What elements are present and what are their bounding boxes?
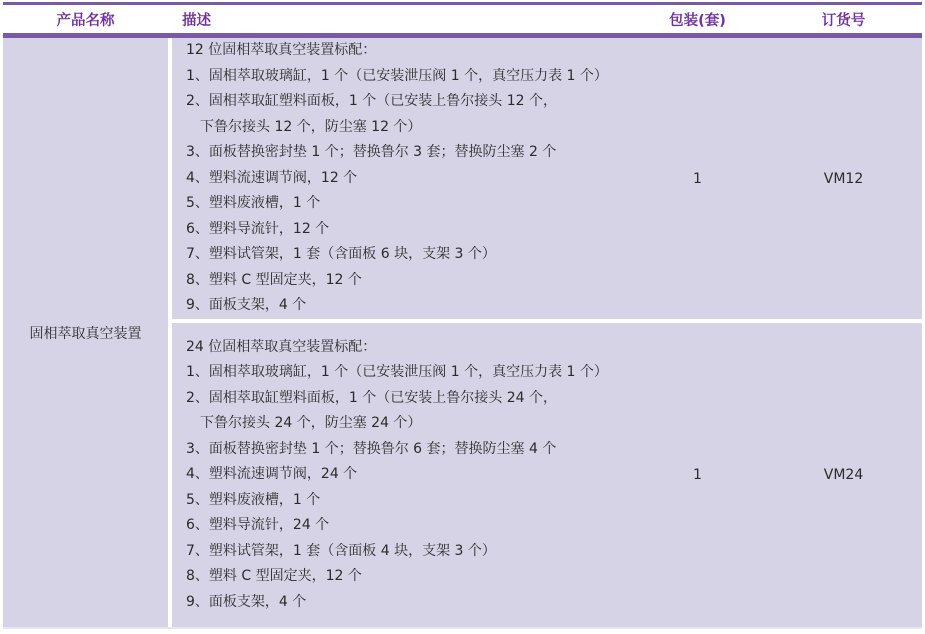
header-packaging: 包装(套) bbox=[669, 12, 726, 29]
table-row bbox=[172, 323, 922, 627]
order-number-value: VM12 bbox=[823, 170, 864, 187]
header-description: 描述 bbox=[182, 12, 211, 29]
description-line: 2、固相萃取缸塑料面板，1 个（已安装上鲁尔接头 24 个， bbox=[186, 389, 557, 406]
description-line: 4、塑料流速调节阀，12 个 bbox=[186, 169, 358, 186]
table-body bbox=[3, 38, 922, 627]
product-table bbox=[3, 2, 922, 629]
description-line: 8、塑料 C 型固定夹，12 个 bbox=[186, 568, 362, 585]
table-header-row bbox=[3, 5, 922, 33]
description-line: 7、塑料试管架，1 套（含面板 4 块，支架 3 个） bbox=[186, 542, 496, 559]
packaging-value: 1 bbox=[693, 170, 702, 187]
product-name-cell: 固相萃取真空装置 bbox=[3, 38, 168, 627]
description-line: 4、塑料流速调节阀，24 个 bbox=[186, 466, 358, 483]
description-line: 7、塑料试管架，1 套（含面板 6 块，支架 3 个） bbox=[186, 246, 496, 263]
header-product-name: 产品名称 bbox=[56, 12, 115, 29]
order-number-value: VM24 bbox=[823, 467, 864, 483]
description-line: 6、塑料导流针，12 个 bbox=[186, 220, 330, 237]
description-line: 下鲁尔接头 24 个，防尘塞 24 个） bbox=[200, 415, 422, 432]
description-line: 9、面板支架，4 个 bbox=[186, 297, 307, 314]
packaging-value: 1 bbox=[693, 467, 702, 483]
description-line: 下鲁尔接头 12 个，防尘塞 12 个） bbox=[200, 118, 422, 135]
description-line: 9、面板支架，4 个 bbox=[186, 593, 307, 610]
description-line: 12 位固相萃取真空装置标配： bbox=[186, 42, 377, 59]
description-cell bbox=[172, 323, 630, 627]
description-line: 3、面板替换密封垫 1 个；替换鲁尔 3 套；替换防尘塞 2 个 bbox=[186, 144, 557, 161]
description-line: 5、塑料废液槽，1 个 bbox=[186, 195, 321, 212]
description-line: 8、塑料 C 型固定夹，12 个 bbox=[186, 271, 362, 288]
description-cell bbox=[172, 38, 630, 319]
description-line: 6、塑料导流针，24 个 bbox=[186, 517, 330, 534]
description-line: 5、塑料废液槽，1 个 bbox=[186, 491, 321, 508]
description-line: 1、固相萃取玻璃缸，1 个（已安装泄压阀 1 个，真空压力表 1 个） bbox=[186, 364, 608, 381]
table-row bbox=[172, 38, 922, 319]
description-line: 1、固相萃取玻璃缸，1 个（已安装泄压阀 1 个，真空压力表 1 个） bbox=[186, 67, 608, 84]
header-order-number: 订货号 bbox=[821, 12, 866, 29]
description-line: 3、面板替换密封垫 1 个；替换鲁尔 6 套；替换防尘塞 4 个 bbox=[186, 440, 557, 457]
table-rows bbox=[172, 38, 922, 627]
description-line: 24 位固相萃取真空装置标配： bbox=[186, 338, 377, 355]
description-line: 2、固相萃取缸塑料面板，1 个（已安装上鲁尔接头 12 个， bbox=[186, 93, 557, 110]
table-bottom-rule bbox=[3, 627, 922, 629]
